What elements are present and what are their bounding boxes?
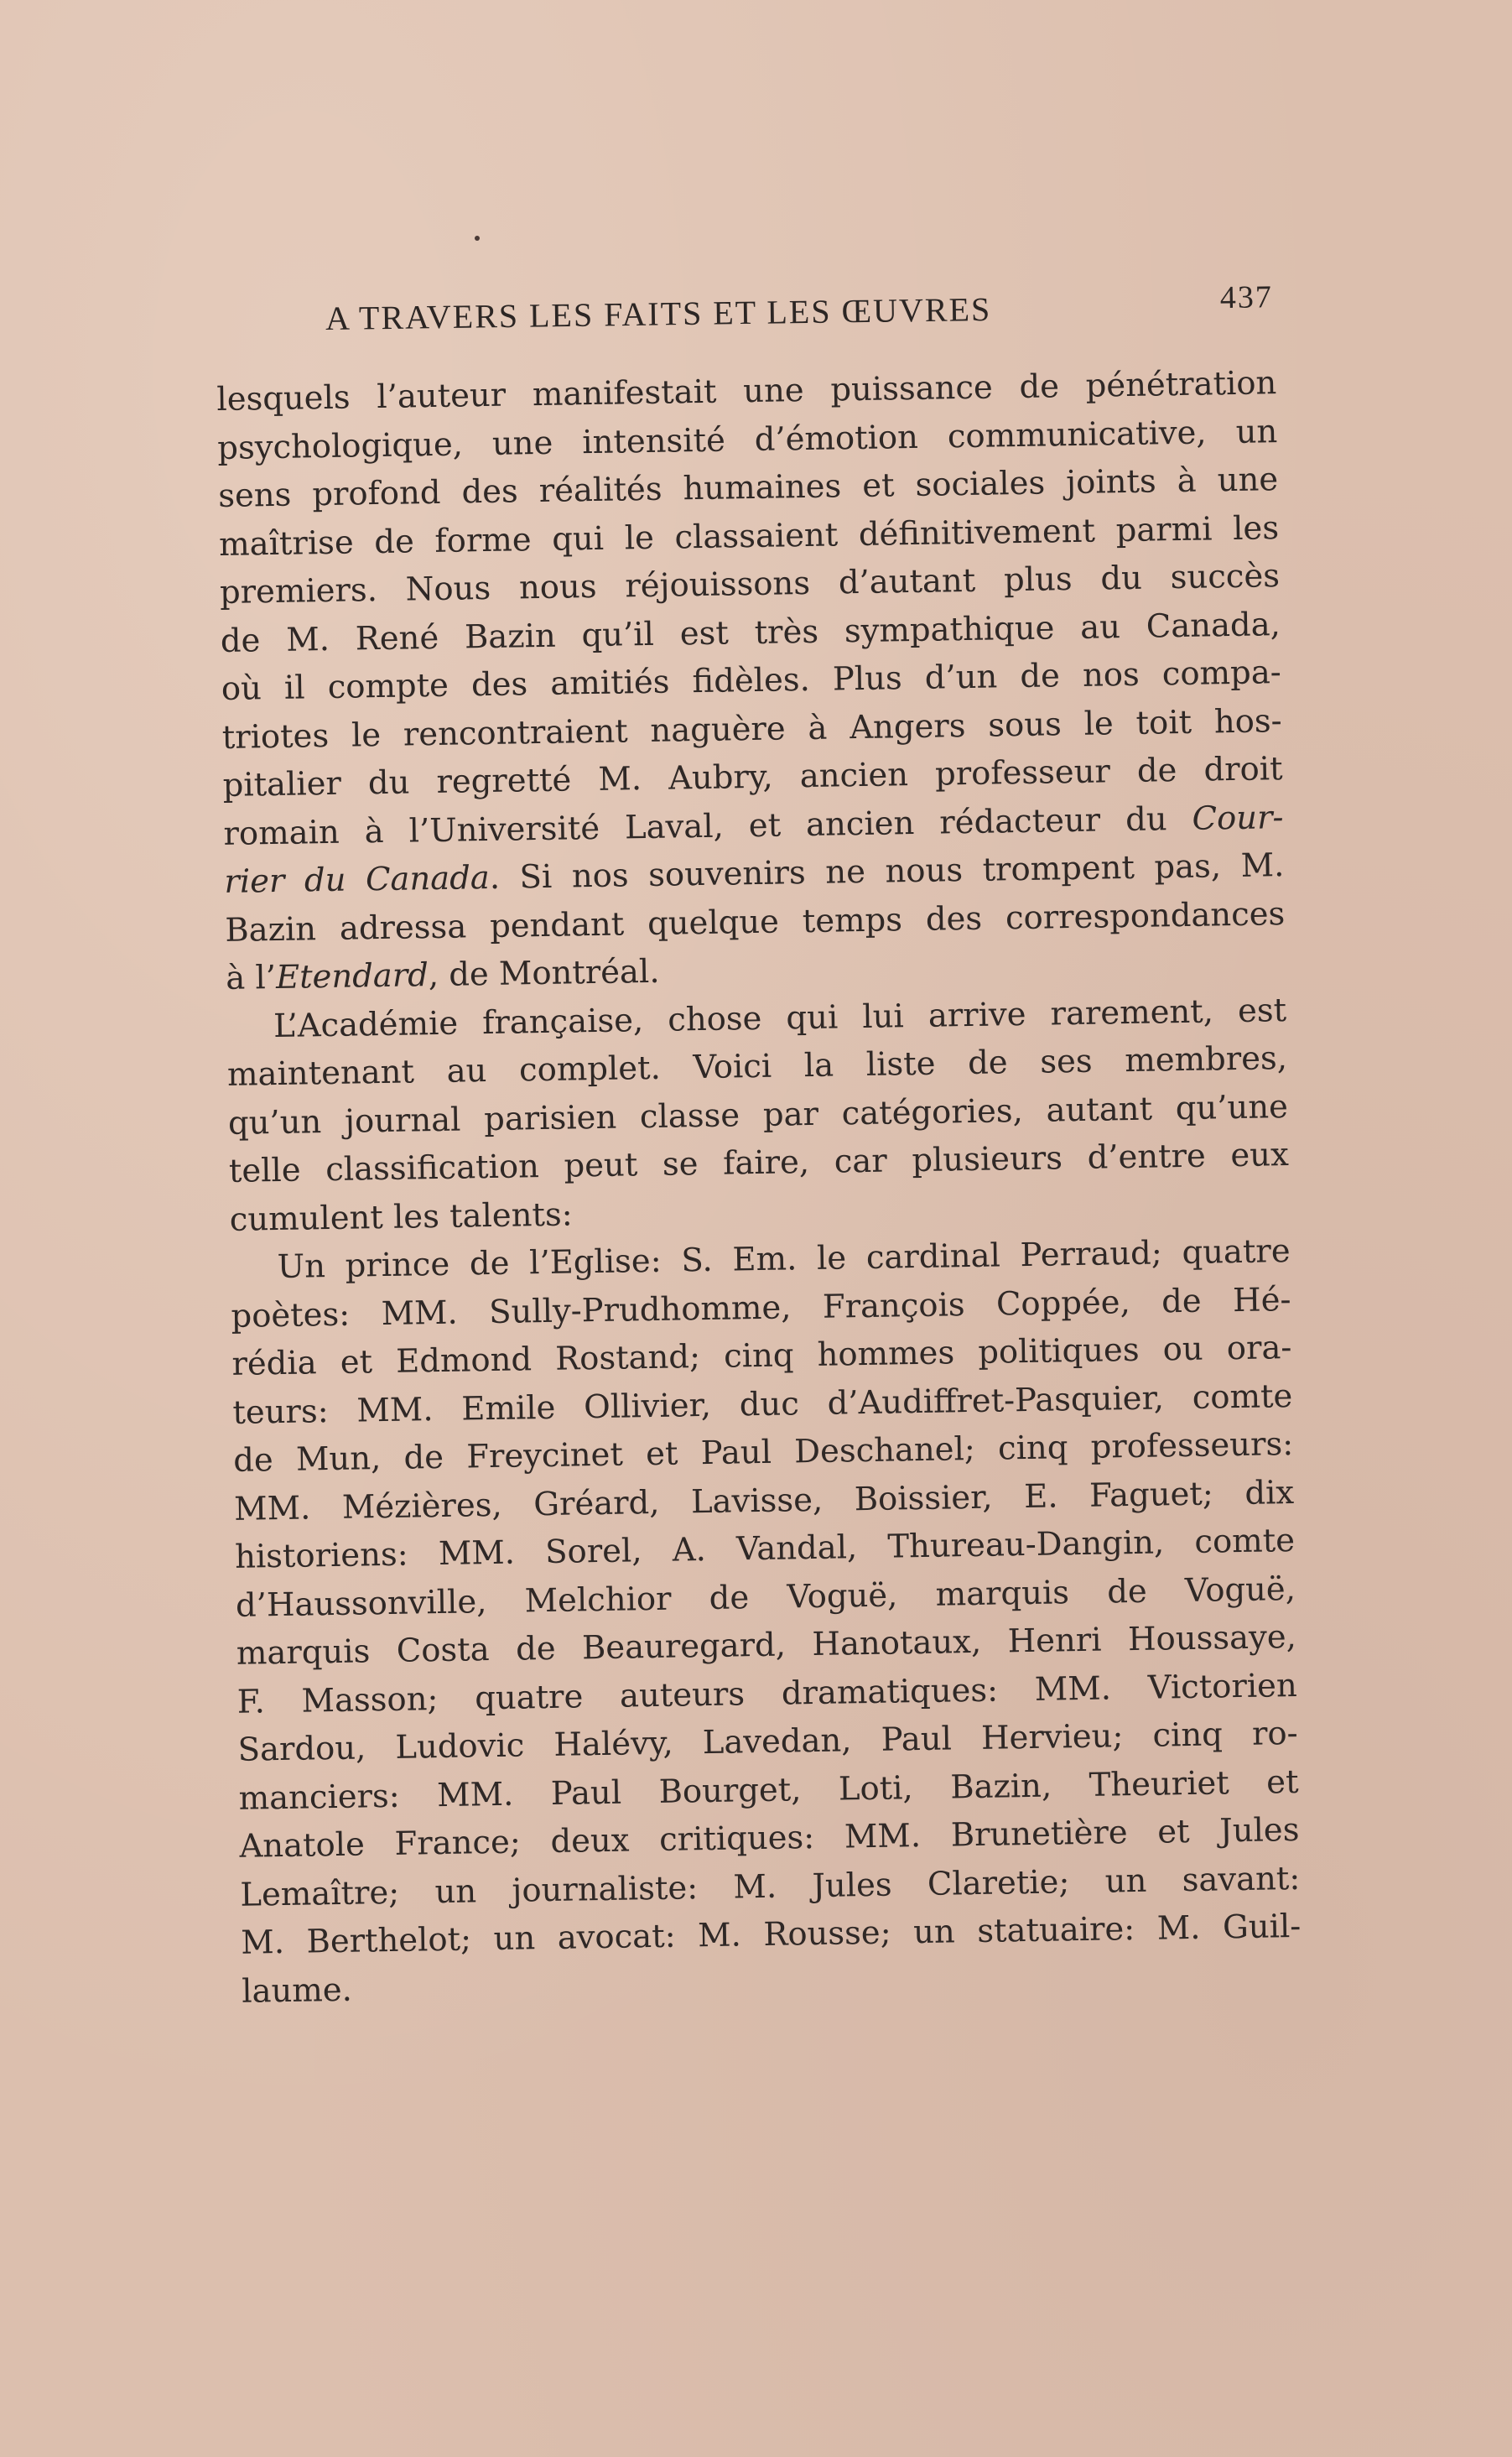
text-line: telle classification peut se faire, car plusieurs d’entre eux bbox=[228, 1136, 1290, 1190]
text-line: teurs: MM. Emile Ollivier, duc d’Audiffret-Pasquier, comte bbox=[232, 1377, 1293, 1432]
running-header bbox=[325, 278, 1274, 342]
text-line: psychologique, une intensité d’émotion communicative, un bbox=[216, 412, 1278, 467]
italic-title-segment: rier du Canada bbox=[224, 858, 491, 901]
text-line: manciers: MM. Paul Bourget, Loti, Bazin, Theuriet et bbox=[238, 1762, 1299, 1818]
paragraph-continuation bbox=[216, 359, 1286, 1002]
text-segment: . Si nos souvenirs ne nous trompent pas, M. bbox=[489, 846, 1285, 897]
text-line: lesquels l’auteur manifestait une puissance de pénétration bbox=[216, 364, 1277, 419]
text-line: triotes le rencontraient naguère à Angers sous le toit hos- bbox=[221, 701, 1282, 757]
text-line: qu’un journal parisien classe par catégories, autant qu’une bbox=[227, 1087, 1289, 1143]
text-line: M. Berthelot; un avocat: M. Rousse; un statuaire: M. Guil- bbox=[240, 1907, 1302, 1962]
text-line: où il compte des amitiés fidèles. Plus d’un de nos compa- bbox=[221, 653, 1282, 708]
text-line: marquis Costa de Beauregard, Hanotaux, Henri Houssaye, bbox=[236, 1617, 1297, 1673]
text-segment: , de Montréal. bbox=[428, 952, 660, 995]
italic-title-segment: Etendard bbox=[275, 956, 429, 997]
text-line: laume. bbox=[241, 1970, 353, 2011]
text-line: Sardou, Ludovic Halévy, Lavedan, Paul Hervieu; cinq ro- bbox=[237, 1714, 1298, 1769]
text-line: de M. René Bazin qu’il est très sympathique au Canada, bbox=[220, 605, 1281, 660]
paragraph-academie bbox=[226, 986, 1290, 1244]
text-segment: romain à l’Université Laval, et ancien rédacteur du bbox=[223, 799, 1192, 853]
text-line: cumulent les talents: bbox=[229, 1195, 573, 1239]
text-line: Bazin adressa pendant quelque temps des correspondances bbox=[225, 894, 1286, 950]
text-line: sens profond des réalités humaines et sociales joints à une bbox=[217, 461, 1279, 515]
text-line: premiers. Nous nous réjouissons d’autant plus du succès bbox=[219, 557, 1281, 612]
running-title: A TRAVERS LES FAITS ET LES ŒUVRES bbox=[325, 289, 992, 337]
text-line: rédia et Edmond Rostand; cinq hommes politiques ou ora- bbox=[231, 1329, 1292, 1383]
ink-speck bbox=[475, 236, 480, 241]
text-line: Anatole France; deux critiques: MM. Brunetière et Jules bbox=[239, 1810, 1300, 1866]
text-line: de Mun, de Freycinet et Paul Deschanel; cinq professeurs: bbox=[232, 1424, 1294, 1480]
text-line: pitalier du regretté M. Aubry, ancien professeur de droit bbox=[222, 750, 1283, 804]
text-line: Un prince de l’Eglise: S. Em. le cardinal Perraud; quatre bbox=[277, 1232, 1291, 1286]
text-line: maintenant au complet. Voici la liste de ses membres, bbox=[226, 1039, 1288, 1094]
page-number: 437 bbox=[1219, 279, 1274, 316]
text-line: maîtrise de forme qui le classaient définitivement parmi les bbox=[218, 508, 1280, 564]
text-segment: à l’ bbox=[225, 958, 277, 997]
text-line: poètes: MM. Sully-Prudhomme, François Coppée, de Hé- bbox=[231, 1280, 1291, 1335]
italic-title-segment: Cour- bbox=[1192, 798, 1284, 838]
text-line: MM. Mézières, Gréard, Lavisse, Boissier, E. Faguet; dix bbox=[233, 1473, 1295, 1528]
text-line: F. Masson; quatre auteurs dramatiques: MM. Victorien bbox=[236, 1666, 1298, 1721]
body-text bbox=[216, 359, 1302, 2016]
paragraph-member-list bbox=[230, 1227, 1302, 2016]
text-line: historiens: MM. Sorel, A. Vandal, Thureau-Dangin, comte bbox=[234, 1521, 1296, 1576]
text-line: Lemaître; un journaliste: M. Jules Claretie; un savant: bbox=[240, 1859, 1301, 1914]
text-line: d’Haussonville, Melchior de Voguë, marquis de Voguë, bbox=[235, 1569, 1296, 1625]
text-line: L’Académie française, chose qui lui arrive rarement, est bbox=[273, 991, 1287, 1045]
